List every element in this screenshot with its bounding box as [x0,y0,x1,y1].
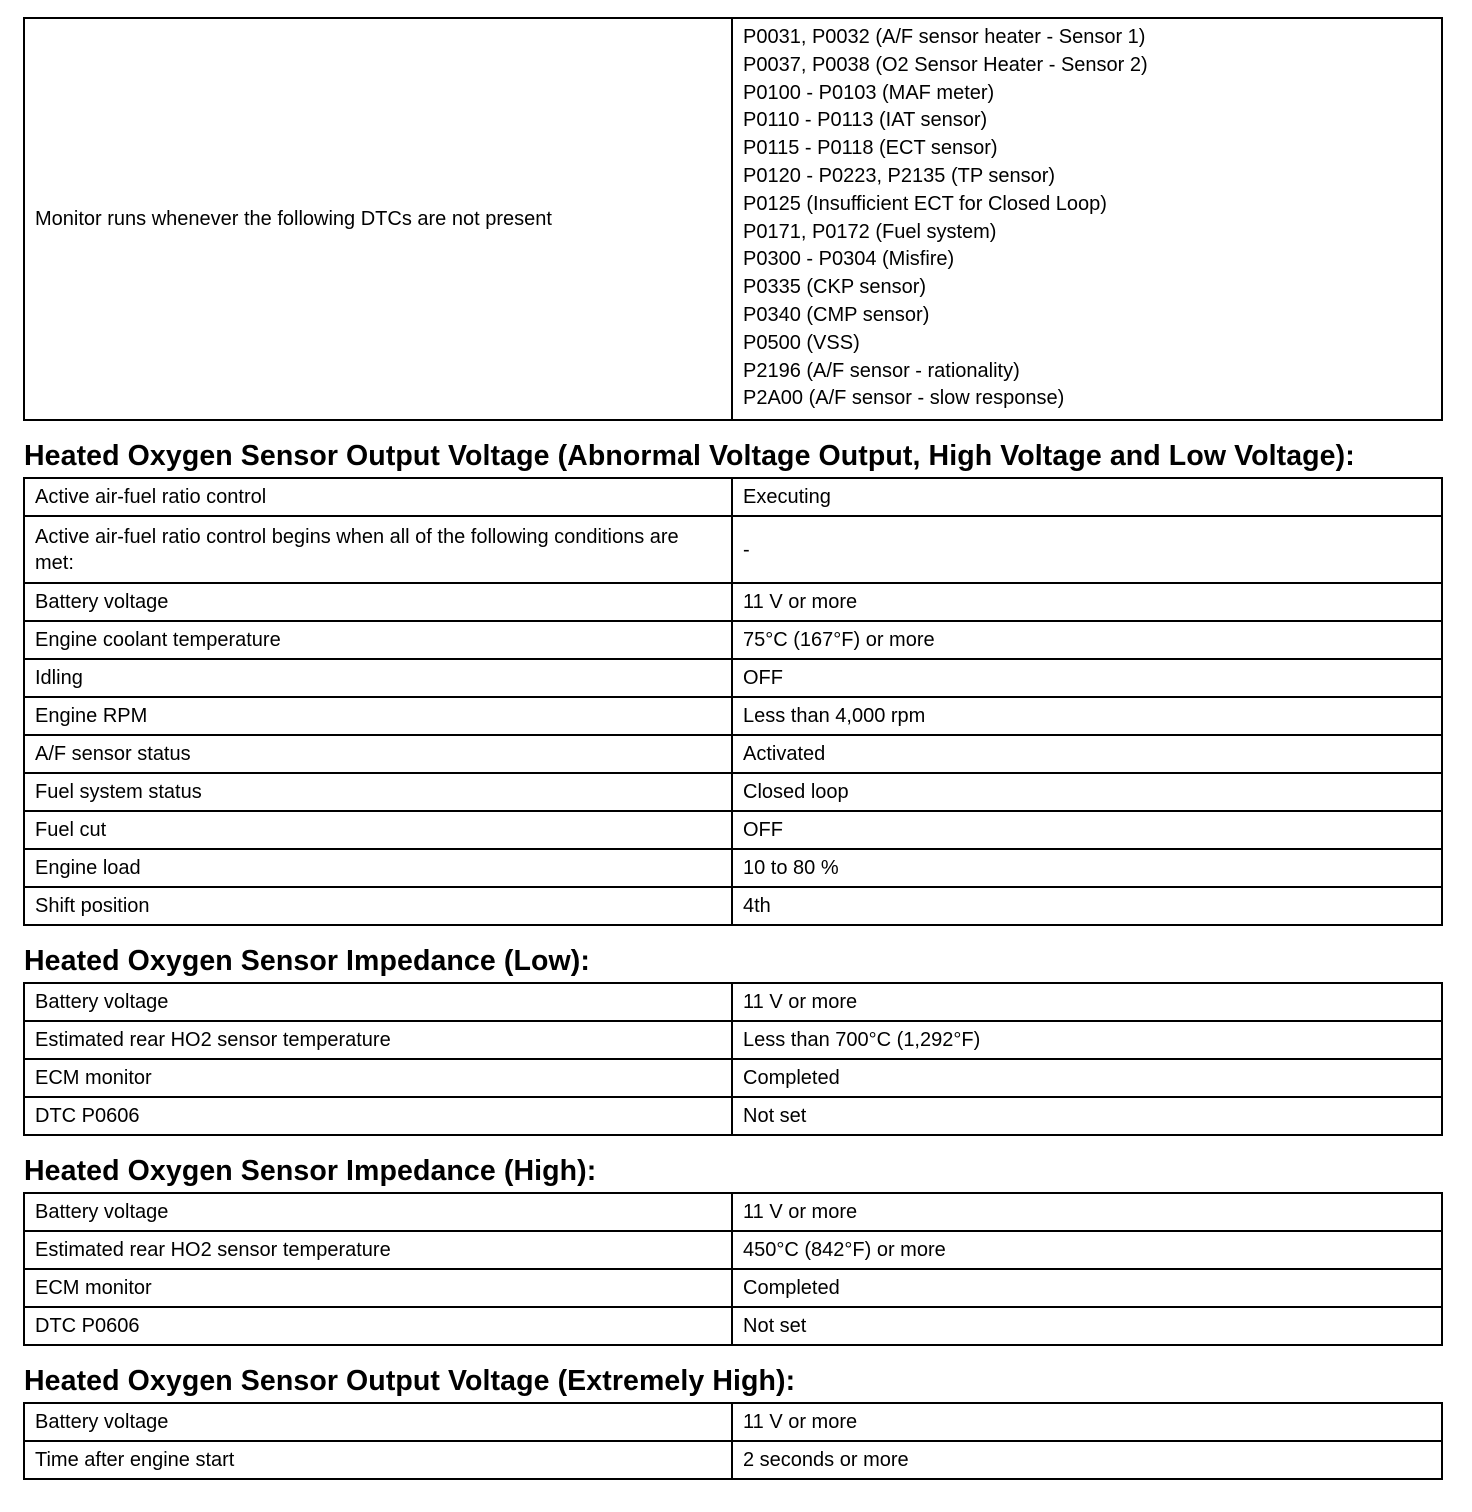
condition-value: 11 V or more [732,583,1442,621]
condition-value: Not set [732,1097,1442,1135]
abnormal-voltage-table [23,477,1443,926]
condition-value: 2 seconds or more [732,1441,1442,1479]
table-row [24,773,1442,811]
condition-label: Engine coolant temperature [24,621,732,659]
table-row [24,1193,1442,1231]
dtc-list-cell [732,18,1442,420]
condition-label: Active air-fuel ratio control [24,478,732,516]
document-page [23,17,1441,1480]
condition-value: Executing [732,478,1442,516]
extremely-high-table [23,1402,1443,1480]
section-title-extremely-high: Heated Oxygen Sensor Output Voltage (Extremely High): [24,1365,796,1398]
condition-value: 11 V or more [732,983,1442,1021]
section-title-impedance-low: Heated Oxygen Sensor Impedance (Low): [24,945,590,978]
section-title-impedance-high: Heated Oxygen Sensor Impedance (High): [24,1155,597,1188]
condition-value: 11 V or more [732,1193,1442,1231]
table-row [24,983,1442,1021]
condition-label: Shift position [24,887,732,925]
monitor-label-cell: Monitor runs whenever the following DTCs are not present [24,18,732,420]
impedance-high-table [23,1192,1443,1346]
dtc-item: P0120 - P0223, P2135 (TP sensor) [743,164,1056,187]
condition-value: 75°C (167°F) or more [732,621,1442,659]
condition-value: Completed [732,1269,1442,1307]
condition-label: Estimated rear HO2 sensor temperature [24,1231,732,1269]
dtc-item: P0500 (VSS) [743,331,860,354]
dtc-item: P2A00 (A/F sensor - slow response) [743,387,1065,410]
dtc-item: P0340 (CMP sensor) [743,303,930,326]
table-row [24,1059,1442,1097]
condition-label: Fuel system status [24,773,732,811]
dtc-item: P0100 - P0103 (MAF meter) [743,81,995,104]
condition-value: Completed [732,1059,1442,1097]
table-row [24,621,1442,659]
dtc-item: P0110 - P0113 (IAT sensor) [743,109,988,132]
condition-label: Active air-fuel ratio control begins when all of the following conditions are met: [24,516,732,583]
condition-label: DTC P0606 [24,1307,732,1345]
table-row [24,1441,1442,1479]
dtc-item: P0125 (Insufficient ECT for Closed Loop) [743,192,1107,215]
condition-label: ECM monitor [24,1269,732,1307]
condition-label: Battery voltage [24,1403,732,1441]
table-row [24,1097,1442,1135]
table-row [24,849,1442,887]
condition-value: 4th [732,887,1442,925]
condition-value: Activated [732,735,1442,773]
monitor-conditions-table [23,17,1443,421]
table-row [24,516,1442,583]
table-row [24,1403,1442,1441]
condition-value: Closed loop [732,773,1442,811]
dtc-item: P0335 (CKP sensor) [743,276,927,299]
dtc-item: P0037, P0038 (O2 Sensor Heater - Sensor 2) [743,53,1148,76]
table-row [24,1269,1442,1307]
dtc-item: P0031, P0032 (A/F sensor heater - Sensor 1) [743,26,1146,48]
dtc-item: P0171, P0172 (Fuel system) [743,220,997,243]
condition-value: 450°C (842°F) or more [732,1231,1442,1269]
condition-value: Not set [732,1307,1442,1345]
section-title-abnormal-voltage: Heated Oxygen Sensor Output Voltage (Abnormal Voltage Output, High Voltage and Low Voltage): [24,440,1355,473]
condition-label: Estimated rear HO2 sensor temperature [24,1021,732,1059]
table-row [24,1307,1442,1345]
condition-value: Less than 4,000 rpm [732,697,1442,735]
condition-value: OFF [732,811,1442,849]
condition-label: Battery voltage [24,583,732,621]
condition-label: Idling [24,659,732,697]
table-row [24,1021,1442,1059]
dtc-item: P0115 - P0118 (ECT sensor) [743,137,998,160]
condition-label: Battery voltage [24,1193,732,1231]
dtc-item: P0300 - P0304 (Misfire) [743,248,955,271]
table-row [24,887,1442,925]
table-row [24,735,1442,773]
condition-label: Fuel cut [24,811,732,849]
condition-label: Time after engine start [24,1441,732,1479]
condition-label: Battery voltage [24,983,732,1021]
table-row [24,659,1442,697]
condition-value: OFF [732,659,1442,697]
table-row [24,811,1442,849]
condition-label: A/F sensor status [24,735,732,773]
table-row [24,1231,1442,1269]
table-row [24,583,1442,621]
impedance-low-table [23,982,1443,1136]
condition-label: Engine load [24,849,732,887]
table-row [24,18,1442,420]
condition-value: 10 to 80 % [732,849,1442,887]
condition-value: Less than 700°C (1,292°F) [732,1021,1442,1059]
condition-label: ECM monitor [24,1059,732,1097]
condition-label: Engine RPM [24,697,732,735]
table-row [24,478,1442,516]
condition-value: - [732,516,1442,583]
dtc-item: P2196 (A/F sensor - rationality) [743,359,1020,382]
table-row [24,697,1442,735]
condition-value: 11 V or more [732,1403,1442,1441]
condition-label: DTC P0606 [24,1097,732,1135]
